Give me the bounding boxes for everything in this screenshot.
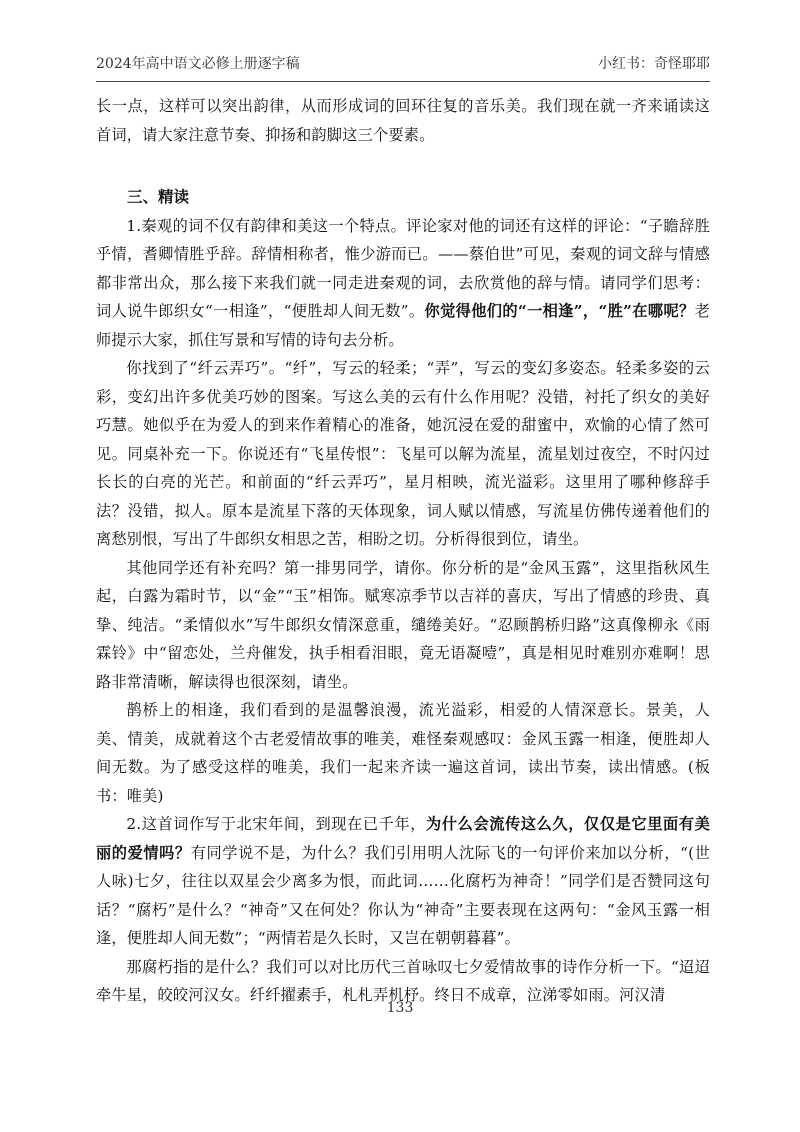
paragraph-continued: 长一点，这样可以突出韵律，从而形成词的回环往复的音乐美。我们现在就一齐来诵读这首词，请大家注意节奏、抑扬和韵脚这三个要素。 [96,97,710,144]
document-body [96,92,710,1010]
section-heading: 三、精读 [127,187,190,206]
header-source: 小红书：奇怪耶耶 [598,56,710,72]
page-number: 133 [386,1000,414,1016]
paragraph-1 [96,212,710,355]
paragraph-6: 那腐朽指的是什么？我们可以对比历代三首咏叹七夕爱情故事的诗作分析一下。“迢迢牵牛星，皎皎河汉女。纤纤擢素手，札札弄机杼。终日不成章，泣涕零如雨。河汉清 [96,957,710,1004]
paragraph-5-question: 为什么会流传这么久，仅仅是它里面有美丽的爱情吗？ [96,815,710,862]
paragraph-3: 其他同学还有补充吗？第一排男同学，请你。你分析的是“金风玉露”，这里指秋风生起，白露为霜时节，以“金”“玉”相饰。赋寒凉季节以吉祥的喜庆，写出了情感的珍贵、真挚、纯洁。“柔情似水”写牛郎织女情深意重，缱绻美好。“忍顾鹊桥归路”这真像柳永《雨霖铃》中“留恋处，兰舟催发，执手相看泪眼，竟无语凝噎”，真是相见时难别亦难啊！思路非常清晰，解读得也很深刻，请坐。 [96,558,710,691]
paragraph-2: 你找到了“纤云弄巧”。“纤”，写云的轻柔；“弄”，写云的变幻多姿态。轻柔多姿的云彩，变幻出许多优美巧妙的图案。写这么美的云有什么作用呢？没错，衬托了织女的美好巧慧。她似乎在为爱人的到来作着精心的准备，她沉浸在爱的甜蜜中，欢愉的心情了然可见。同桌补充一下。你说还有“飞星传恨”：飞星可以解为流星，流星划过夜空，不时闪过长长的白亮的光芒。和前面的“纤云弄巧”，星月相映，流光溢彩。这里用了哪种修辞手法？没错，拟人。原本是流星下落的天体现象，词人赋以情感，写流星仿佛传递着他们的离愁别恨，写出了牛郎织女相思之苦，相盼之切。分析得很到位，请坐。 [96,359,710,548]
paragraph-4: 鹊桥上的相逢，我们看到的是温馨浪漫，流光溢彩，相爱的人情深意长。景美，人美、情美，成就着这个古老爱情故事的唯美，难怪秦观感叹：金风玉露一相逢，便胜却人间无数。为了感受这样的唯美，我们一起来齐读一遍这首词，读出节奏，读出情感。(板书：唯美) [96,701,710,805]
paragraph-5-tail: 有同学说不是，为什么？我们引用明人沈际飞的一句评价来加以分析，“(世人咏)七夕，往往以双星会少离多为恨，而此词……化腐朽为神奇！”同学们是否赞同这句话？“腐朽”是什么？“神奇”又在何处？你认为“神奇”主要表现在这两句：“金风玉露一相逢，便胜却人间无数”；“两情若是久长时，又岂在朝朝暮暮”。 [96,843,711,947]
paragraph-1-tail: 老师提示大家，抓住写景和写情的诗句去分析。 [96,302,710,349]
header-rule [96,81,710,82]
paragraph-1-text: 1.秦观的词不仅有韵律和美这一个特点。评论家对他的词还有这样的评论：“子瞻辞胜乎情，耆卿情胜乎辞。辞情相称者，惟少游而已。——蔡伯世”可见，秦观的词文辞与情感都非常出众，那么接下来我们就一同走进秦观的词，去欣赏他的辞与情。请同学们思考：词人说牛郎织女“一相逢”，“便胜却人间无数”。 [96,216,710,320]
paragraph-1-question: 你觉得他们的“一相逢”，“胜”在哪呢？ [424,302,695,320]
page-header [96,53,710,73]
header-title: 2024年高中语文必修上册逐字稿 [96,56,300,72]
paragraph-5-text: 2.这首词作写于北宋年间，到现在已千年， [126,815,427,833]
paragraph-5 [96,810,710,953]
